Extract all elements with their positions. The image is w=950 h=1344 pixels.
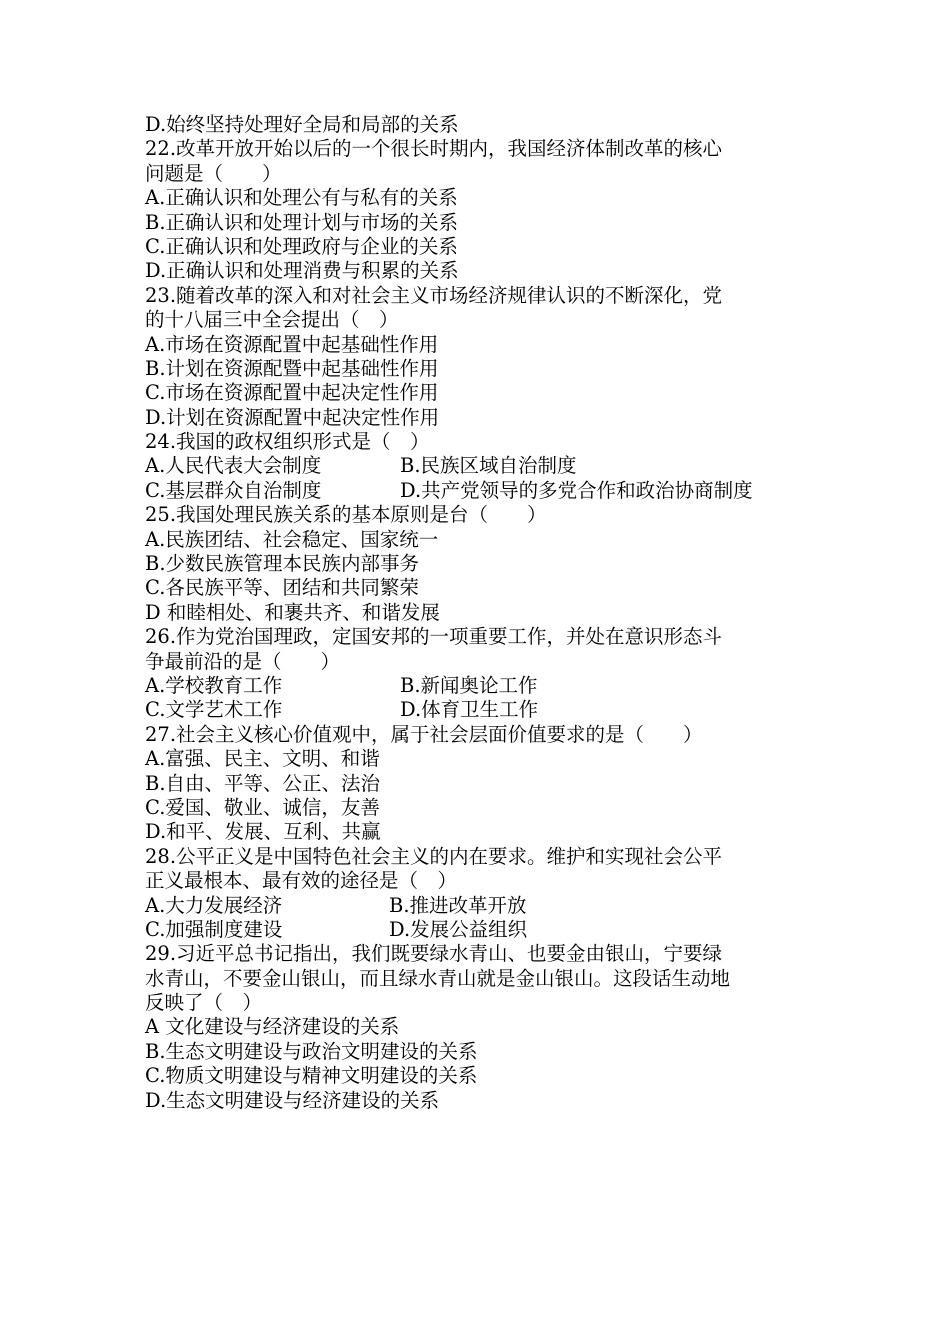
q25-option-c: C.各民族平等、团结和共同繁荣 (145, 576, 419, 600)
q29-option-a: A 文化建设与经济建设的关系 (145, 1015, 400, 1039)
q24-option-b: B.民族区域自治制度 (400, 454, 577, 478)
q27-option-a: A.富强、民主、文明、和谐 (145, 747, 380, 771)
question-23-text-cont: 的十八届三中全会提出（ ） (145, 308, 399, 332)
q25-option-a: A.民族团结、社会稳定、国家统一 (145, 527, 439, 551)
q29-option-c: C.物质文明建设与精神文明建设的关系 (145, 1064, 478, 1088)
q28-options-row-2 (145, 918, 810, 942)
q24-option-c: C.基层群众自治制度 (145, 478, 322, 502)
q22-option-a: A.正确认识和处理公有与私有的关系 (145, 186, 458, 210)
question-26-text-cont: 争最前沿的是（ ） (145, 649, 341, 673)
q22-option-b: B.正确认识和处理计划与市场的关系 (145, 210, 459, 234)
q26-option-a: A.学校教育工作 (145, 673, 283, 697)
q22-option-c: C.正确认识和处理政府与企业的关系 (145, 234, 458, 258)
q23-option-a: A.市场在资源配置中起基础性作用 (145, 332, 439, 356)
q28-option-b: B.推进改革开放 (389, 893, 527, 917)
q26-option-d: D.体育卫生工作 (400, 698, 539, 722)
question-26-text: 26.作为党治国理政，定国安邦的一项重要工作，并处在意识形态斗 (145, 625, 723, 649)
question-25-text: 25.我国处理民族关系的基本原则是台（ ） (145, 503, 547, 527)
question-22-text: 22.改革开放开始以后的一个很长时期内，我国经济体制改革的核心 (145, 137, 723, 161)
q24-options-row-1 (145, 454, 810, 478)
q28-option-d: D.发展公益组织 (389, 917, 528, 941)
document-page (145, 113, 810, 1113)
q27-option-b: B.自由、平等、公正、法治 (145, 771, 381, 795)
q29-option-d: D.生态文明建设与经济建设的关系 (145, 1088, 440, 1112)
question-29-text: 29.习近平总书记指出，我们既要绿水青山、也要金由银山，宁要绿 (145, 942, 723, 966)
q28-options-row-1 (145, 894, 810, 918)
question-28-text-cont: 正义最根本、最有效的途径是（ ） (145, 869, 458, 893)
question-27-text: 27.社会主义核心价值观中，属于社会层面价值要求的是（ ） (145, 722, 703, 746)
q24-option-d: D.共产党领导的多党合作和政治协商制度 (400, 478, 753, 502)
q24-option-a: A.人民代表大会制度 (145, 454, 322, 478)
q25-option-b: B.少数民族管理本民族内部事务 (145, 552, 420, 576)
q26-option-b: B.新闻奥论工作 (400, 673, 538, 697)
q23-option-c: C.市场在资源配置中起决定性作用 (145, 381, 439, 405)
q27-option-d: D.和平、发展、互利、共赢 (145, 820, 381, 844)
question-28-text: 28.公平正义是中国特色社会主义的内在要求。维护和实现社会公平 (145, 844, 723, 868)
question-24-text: 24.我国的政权组织形式是（ ） (145, 430, 430, 454)
q24-options-row-2 (145, 479, 810, 503)
q28-option-a: A.大力发展经济 (145, 893, 283, 917)
q22-option-d: D.正确认识和处理消费与积累的关系 (145, 259, 459, 283)
q27-option-c: C.爱国、敬业、诚信，友善 (145, 795, 380, 819)
q26-options-row-2 (145, 698, 810, 722)
q25-option-d: D 和睦相处、和裹共齐、和谐发展 (145, 600, 440, 624)
q23-option-d: D.计划在资源配置中起决定性作用 (145, 405, 440, 429)
question-29-text-cont: 水青山，不要金山银山，而且绿水青山就是金山银山。这段话生动地 (145, 966, 731, 990)
q23-option-b: B.计划在资源配暨中起基础性作用 (145, 356, 439, 380)
q26-options-row-1 (145, 674, 810, 698)
question-29-text-cont-2: 反映了（ ） (145, 991, 263, 1015)
q29-option-b: B.生态文明建设与政治文明建设的关系 (145, 1039, 478, 1063)
question-22-text-cont: 问题是（ ） (145, 161, 282, 185)
option-line: D.始终坚持处理好全局和局部的关系 (145, 113, 459, 136)
q26-option-c: C.文学艺术工作 (145, 698, 283, 722)
q28-option-c: C.加强制度建设 (145, 917, 283, 941)
question-23-text: 23.随着改革的深入和对社会主义市场经济规律认识的不断深化，党 (145, 283, 723, 307)
